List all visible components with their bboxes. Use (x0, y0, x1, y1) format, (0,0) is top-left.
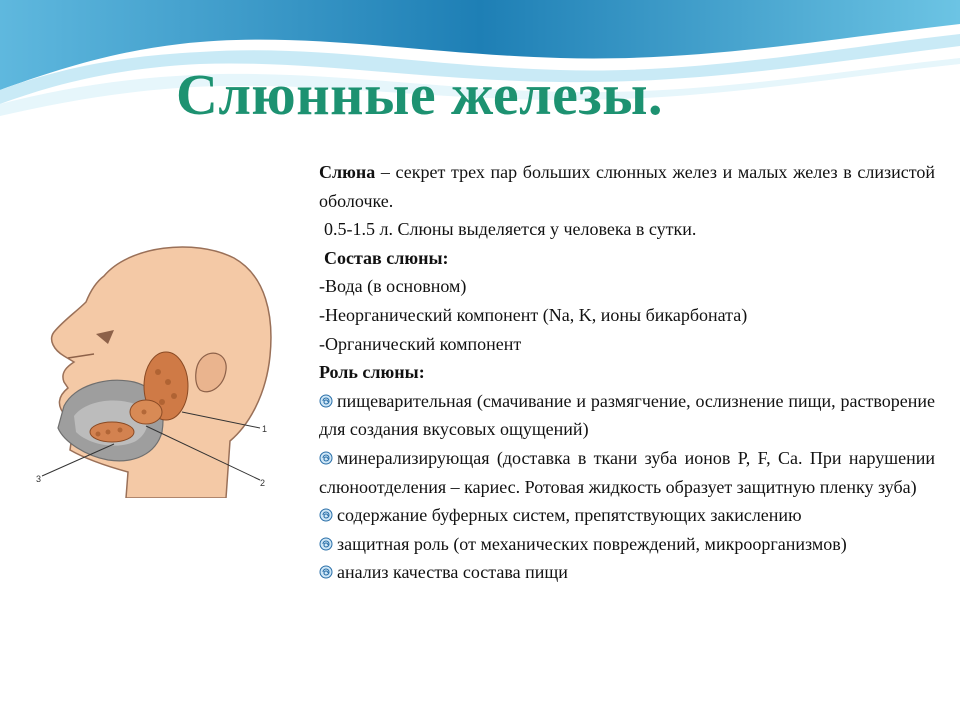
spiral-bullet-icon (319, 394, 333, 408)
role-item (319, 558, 935, 587)
intro-term: Слюна (319, 162, 376, 182)
intro-rest: – секрет трех пар больших слюнных желез и малых желез в слизистой оболочке. (319, 162, 935, 211)
role-text: защитная роль (от механических повреждений, микроорганизмов) (337, 533, 847, 554)
figure-label-3: 3 (36, 474, 42, 484)
page-title: Слюнные железы. (176, 62, 664, 127)
intro-paragraph (319, 158, 935, 215)
role-item (319, 530, 935, 559)
composition-item: -Органический компонент (319, 333, 522, 354)
role-item (319, 501, 935, 530)
role-text: содержание буферных систем, препятствующих закислению (337, 505, 802, 526)
spiral-bullet-icon (319, 508, 333, 522)
spiral-bullet-icon (319, 537, 333, 551)
role-text: анализ качества состава пищи (337, 562, 568, 583)
figure-label-2: 2 (260, 478, 266, 488)
role-text: пищеварительная (смачивание и размягчение, ослизнение пищи, растворение для создания вкусовых ощущений) (319, 390, 935, 440)
head-salivary-glands-illustration (34, 236, 274, 498)
composition-heading: Состав слюны: (324, 247, 449, 268)
composition-item: -Неорганический компонент (Na, K, ионы бикарбоната) (319, 304, 748, 325)
spiral-bullet-icon (319, 451, 333, 465)
figure-label-1: 1 (262, 424, 268, 434)
role-text: минерализирующая (доставка в ткани зуба ионов P, F, Ca. При нарушении слюноотделения – кариес. Ротовая жидкость образует защитную пленку зуба) (319, 447, 935, 497)
composition-item: -Вода (в основном) (319, 276, 467, 297)
spiral-bullet-icon (319, 565, 333, 579)
role-item (319, 444, 935, 501)
daily-amount: 0.5-1.5 л. Слюны выделяется у человека в сутки. (324, 219, 697, 240)
content-text (319, 158, 935, 587)
roles-heading: Роль слюны: (319, 362, 425, 383)
role-item (319, 387, 935, 444)
